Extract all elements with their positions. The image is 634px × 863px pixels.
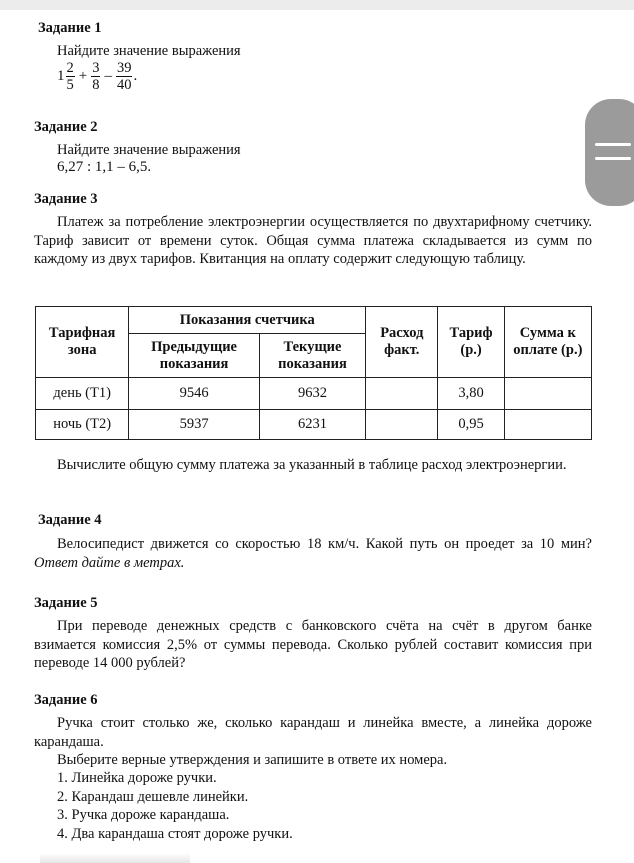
table-row [36, 378, 592, 410]
option-4: 4. Два карандаша стоят дороже ручки. [57, 826, 293, 842]
task1-f2-num: 3 [92, 60, 100, 76]
task1-f2-den: 8 [92, 77, 100, 93]
option-2: 2. Карандаш дешевле линейки. [57, 789, 249, 805]
tariff-table [35, 306, 592, 440]
task1-fraction-1 [66, 60, 75, 93]
cell-tariff: 3,80 [438, 378, 504, 410]
cell-sum [504, 410, 591, 440]
header-curr: Текущие показания [259, 334, 365, 378]
cell-curr: 9632 [259, 378, 365, 410]
header-zone: Тарифная зона [36, 307, 129, 378]
task1-f3-den: 40 [116, 77, 132, 93]
task1-op2: – [104, 68, 112, 84]
cell-usage [366, 378, 438, 410]
cell-prev: 5937 [129, 410, 259, 440]
cell-zone: день (Т1) [36, 378, 129, 410]
header-prev: Предыдущие показания [129, 334, 259, 378]
cell-tariff: 0,95 [438, 410, 504, 440]
task1-f3-num: 39 [116, 60, 132, 76]
task4-title: Задание 4 [38, 512, 102, 528]
header-sum: Сумма к оплате (р.) [504, 307, 591, 378]
table-row [36, 410, 592, 440]
task1-title: Задание 1 [38, 20, 102, 36]
header-tariff: Тариф (р.) [438, 307, 504, 378]
task1-end: . [133, 68, 138, 84]
task1-f1-num: 2 [66, 60, 74, 76]
menu-handle[interactable] [585, 99, 634, 206]
cell-prev: 9546 [129, 378, 259, 410]
cell-usage [366, 410, 438, 440]
cell-zone: ночь (Т2) [36, 410, 129, 440]
option-1: 1. Линейка дороже ручки. [57, 770, 217, 786]
task5-text: При переводе денежных средств с банковского счёта на счёт в другом банке взимается комиссия 2,5% от суммы перевода. Сколько рублей составит комиссия при переводе 14 000 рублей? [34, 618, 592, 671]
task1-whole: 1 [57, 68, 65, 84]
task1-fraction-3 [116, 60, 133, 93]
task3-title: Задание 3 [34, 191, 98, 207]
bottom-edge [40, 853, 190, 863]
task1-op1: + [78, 68, 88, 84]
cell-sum [504, 378, 591, 410]
task2-expression: 6,27 : 1,1 – 6,5. [57, 159, 152, 175]
header-usage: Расход факт. [366, 307, 438, 378]
task1-expression [57, 60, 137, 93]
task4-text: Велосипедист движется со скоростью 18 км/ч. Какой путь он проедет за 10 мин? [57, 536, 592, 552]
task1-prompt: Найдите значение выражения [57, 43, 241, 59]
option-3: 3. Ручка дороже карандаша. [57, 807, 230, 823]
task4-body [34, 535, 592, 572]
menu-icon [595, 143, 631, 146]
task2-prompt: Найдите значение выражения [57, 142, 241, 158]
task1-fraction-2 [91, 60, 100, 93]
task6-instruction: Выберите верные утверждения и запишите в ответе их номера. [57, 752, 448, 768]
cell-curr: 6231 [259, 410, 365, 440]
task1-f1-den: 5 [66, 77, 74, 93]
task4-hint: Ответ дайте в метрах. [34, 554, 185, 571]
task3-question: Вычислите общую сумму платежа за указанный в таблице расход электроэнергии. [57, 457, 567, 473]
task5-title: Задание 5 [34, 595, 98, 611]
top-bar [0, 0, 634, 10]
task2-title: Задание 2 [34, 119, 98, 135]
task6-text: Ручка стоит столько же, сколько карандаш и линейка вместе, а линейка дороже карандаша. [34, 715, 592, 750]
task3-text: Платеж за потребление электроэнергии осуществляется по двухтарифному счетчику. Тариф зависит от времени суток. Общая сумма платежа складывается из сумм по каждому из двух тарифов. Квитанция на оплату содержит следующую таблицу. [34, 214, 592, 267]
menu-icon-line [595, 157, 631, 160]
task6-title: Задание 6 [34, 692, 98, 708]
header-readings: Показания счетчика [129, 307, 366, 334]
